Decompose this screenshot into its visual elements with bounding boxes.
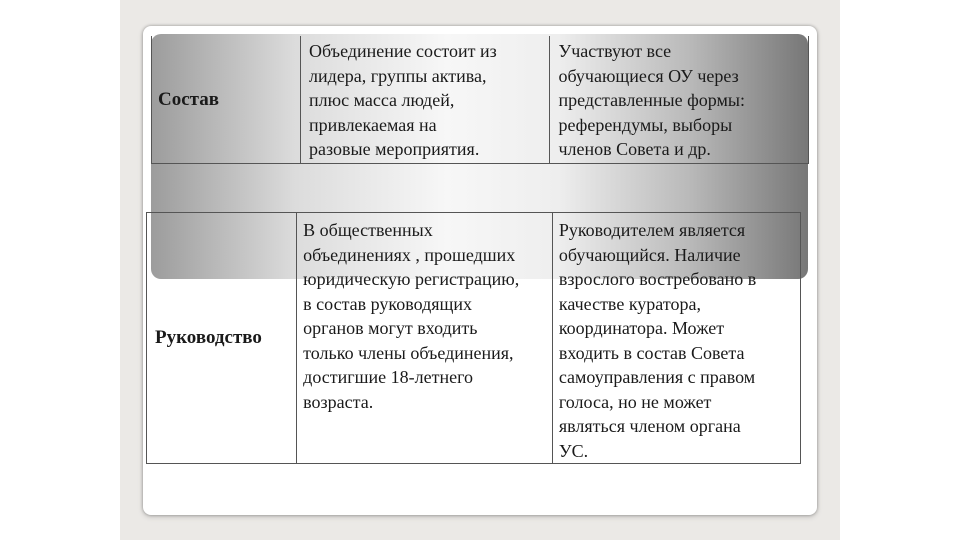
table-row [152,36,809,164]
cell-self-government-leadership [552,213,800,464]
cell-text: В общественных объединениях , прошедших юридическую регистрацию, в состав руководящих органов могут входить только члены объединения, достигшие 18-летнего возраста. [303,220,520,412]
table-row-composition [151,36,809,164]
cell-association-leadership [297,213,553,464]
cell-text: Участвуют все обучающиеся ОУ через представленные формы: референдумы, выборы членов Совета и др. [558,41,746,159]
cell-text: Объединение состоит из лидера, группы актива, плюс масса людей, привлекаемая на разовые мероприятия. [309,41,497,159]
table-row-leadership [146,212,801,464]
row-label-composition: Состав [152,36,301,164]
cell-association-composition [301,36,550,164]
cell-self-government-composition [550,36,809,164]
table-row [147,213,801,464]
cell-text: Руководителем является обучающийся. Наличие взрослого востребовано в качестве куратора, координатора. Может входить в состав Совета самоуправления с правом голоса, но не может являться членом органа УС. [558,220,757,461]
row-label-leadership: Руководство [147,213,297,464]
